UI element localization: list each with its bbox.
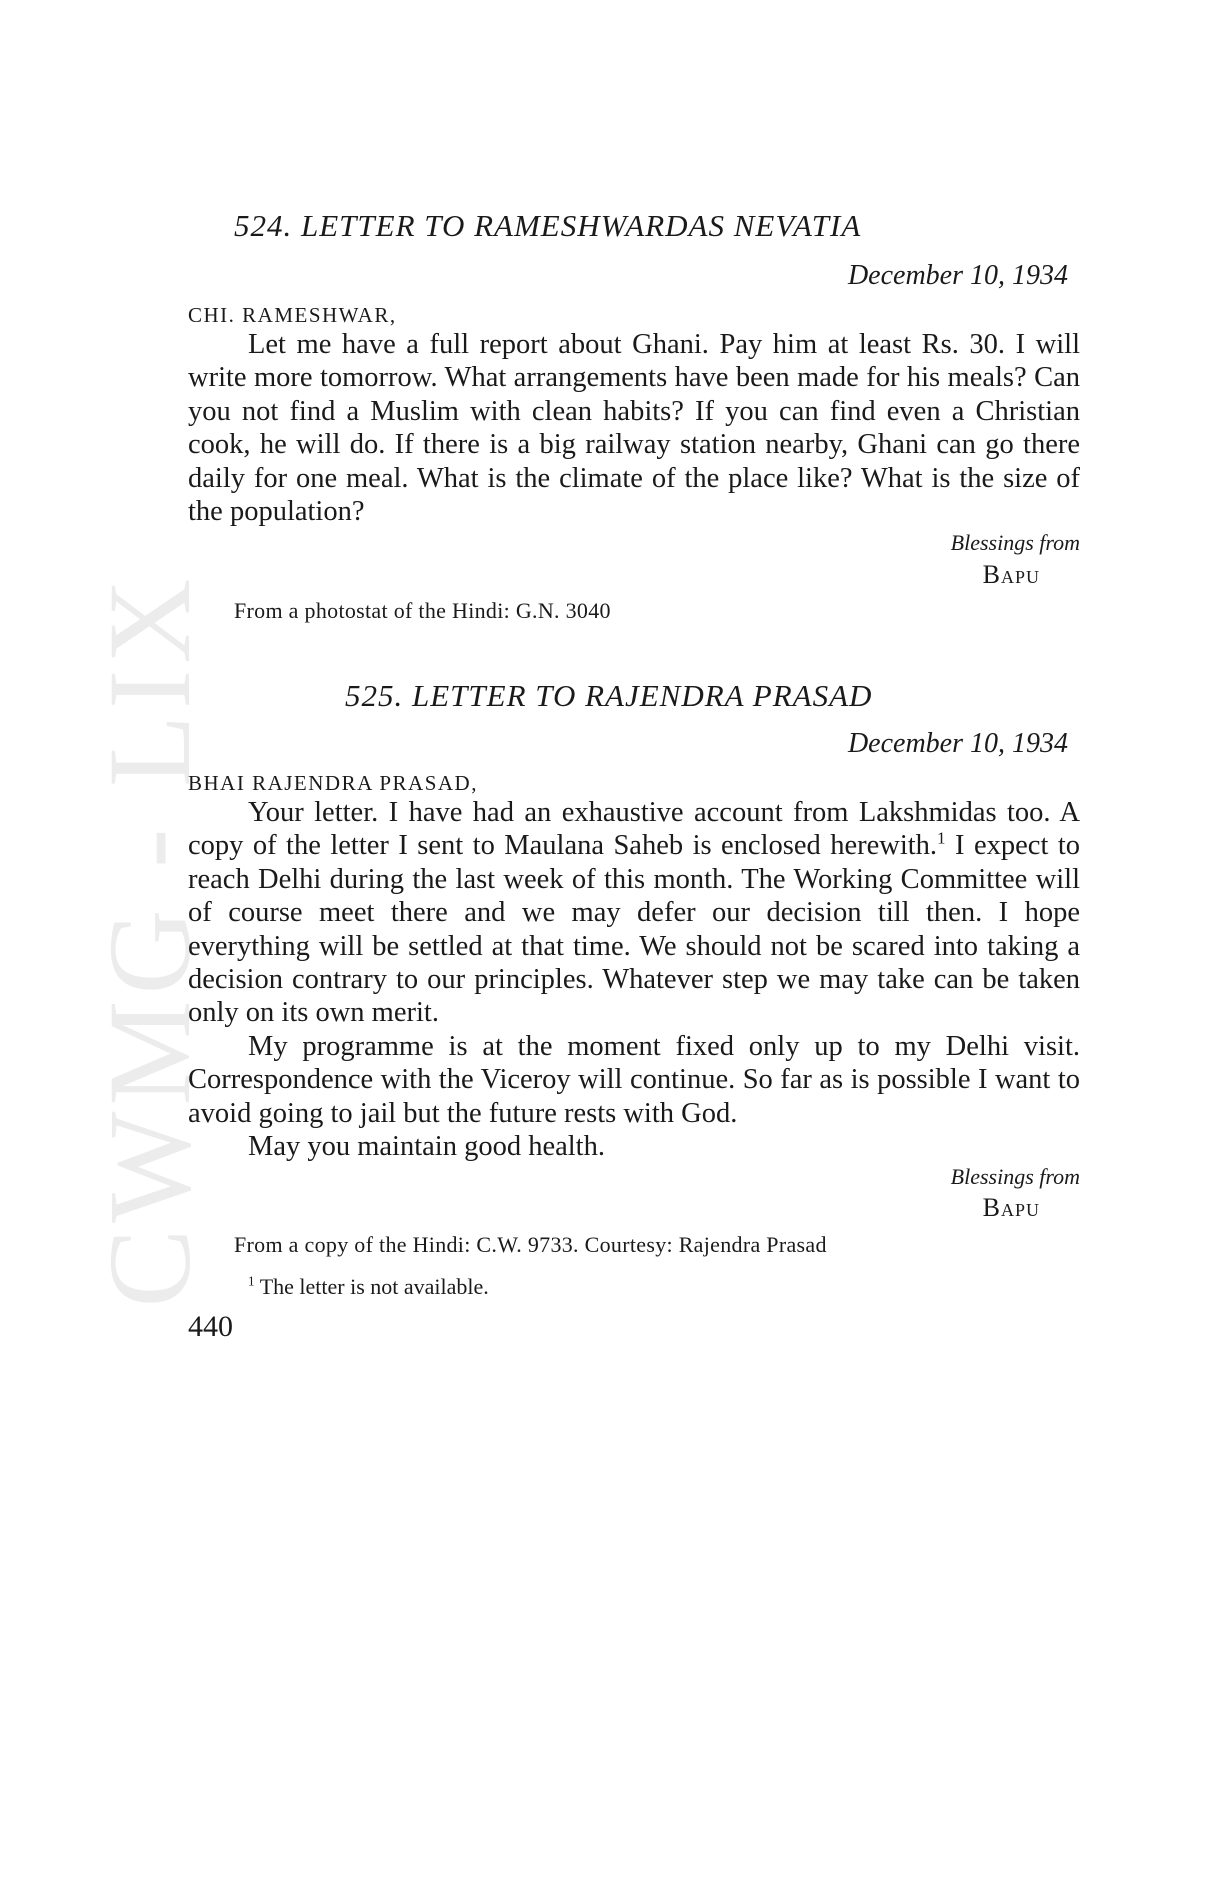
footnote [248,1274,489,1300]
footnote-reference: 1 [937,828,946,848]
letter-525-paragraph-1-end: I expect to reach Delhi during the last week of this month. The Working Committee will of course meet there and we may defer our decision till then. I hope everything will be settled at that time. We should not be scared into taking a decision contrary to our principles. Whatever step we may take can be taken only on its own merit. [188,830,1080,1029]
letter-524-paragraph: Let me have a full report about Ghani. Pay him at least Rs. 30. I will write more tomorrow. What arrangements have been made for his meals? Can you not find a Muslim with clean habits? If you can find even a Christian cook, he will do. If there is a big railway station nearby, Ghani can go there daily for one meal. What is the climate of the place like? What is the size of the population? [188,329,1080,528]
letter-524-signature: Bapu [982,560,1040,589]
letter-525-paragraph-2: My programme is at the moment fixed only up to my Delhi visit. Correspondence with the Viceroy will continue. So far as is possible I want to avoid going to jail but the future rests with God. [188,1030,1080,1129]
letter-524-date: December 10, 1934 [847,260,1068,291]
letter-524-salutation: CHI. RAMESHWAR, [188,303,397,327]
letter-525-source: From a copy of the Hindi: C.W. 9733. Courtesy: Rajendra Prasad [234,1232,827,1257]
letter-524-source: From a photostat of the Hindi: G.N. 3040 [234,598,611,623]
letter-525-paragraph-1 [188,796,1080,1030]
letter-525-paragraph-1-start: Your letter. I have had an exhaustive account from Lakshmidas too. A copy of the letter I sent to Maulana Saheb is enclosed herewith. [188,797,1080,862]
letter-525-date: December 10, 1934 [847,728,1068,759]
letter-524-body [188,328,1080,528]
letter-525-blessing: Blessings from [950,1164,1080,1189]
letter-524-blessing: Blessings from [950,530,1080,555]
letter-524-heading: 524. LETTER TO RAMESHWARDAS NEVATIA [234,208,862,243]
letter-525-body [188,796,1080,1163]
footnote-text: The letter is not available. [259,1274,489,1299]
footnote-marker: 1 [248,1273,255,1289]
letter-525-heading: 525. LETTER TO RAJENDRA PRASAD [345,678,873,713]
letter-525-paragraph-3: May you maintain good health. [248,1131,605,1163]
letter-525-signature: Bapu [982,1193,1040,1222]
page-number: 440 [188,1310,233,1343]
watermark-text: CWMG - LIX [84,572,215,1308]
letter-525-salutation: BHAI RAJENDRA PRASAD, [188,771,478,795]
